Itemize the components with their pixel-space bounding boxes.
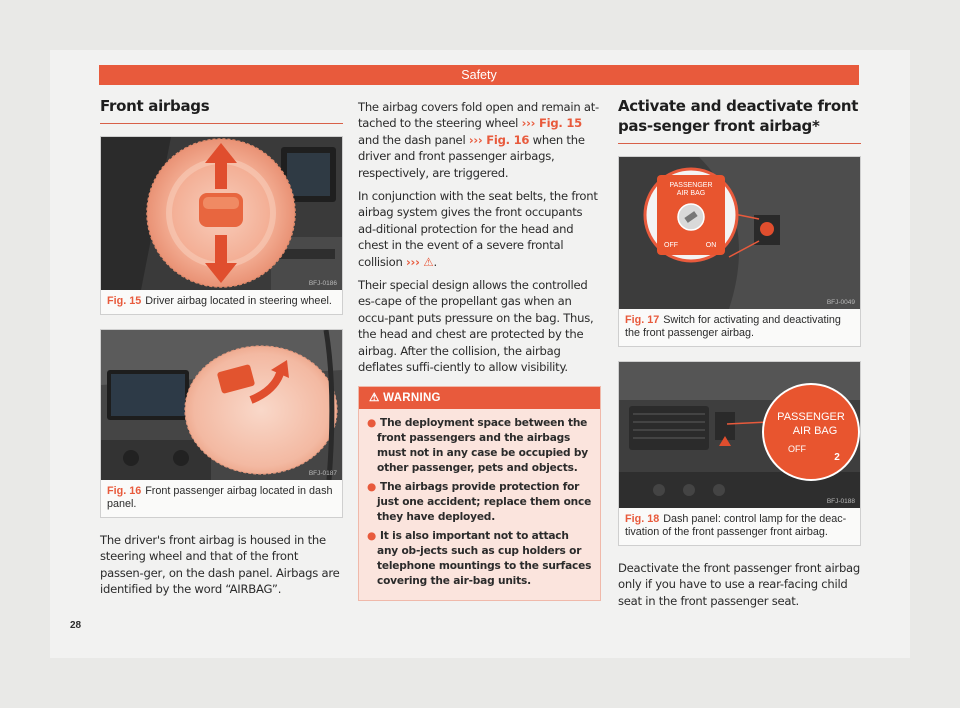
figure-caption [619,309,860,346]
caption-text: Driver airbag located in steering wheel. [145,295,332,307]
driver-airbag-illustration [101,137,342,290]
warning-icon: ⚠ [369,391,384,404]
dash-panel-lamp-illustration [619,362,860,508]
warning-box [358,386,601,601]
bullet-icon: ● [367,416,377,429]
paragraph-airbag-covers [358,99,601,181]
switch-label-mid: AIR BAG [676,190,706,197]
paragraph-driver-airbag: The driver's front airbag is housed in the steering wheel and that of the front passen-ger, on the dash panel. Airbags are identified by the word “AIRBAG”. [100,533,340,597]
text: The airbag covers fold open and remain at-tached to the steering wheel [358,100,599,131]
passenger-airbag-illustration [101,330,342,480]
warning-header [359,387,600,409]
figure-17 [618,156,861,347]
text: and the dash panel [358,132,469,147]
lamp-off-label: OFF [788,444,806,454]
section-title-front-airbags: Front airbags [100,96,343,124]
figure-code: BFJ-0187 [308,470,337,477]
figure-code: BFJ-0188 [826,498,855,505]
warning-item [367,529,592,589]
caption-text: Switch for activating and deactivating the front passenger airbag. [625,314,841,339]
caption-text: Front passenger airbag located in dash panel. [107,485,333,510]
warning-list [359,409,600,600]
switch-off-label: OFF [664,242,678,249]
text: In conjunction with the seat belts, the front airbag system gives the front occupants ad-ditional protection for the head and chest in the event of a severe frontal collision [358,189,598,269]
figure-number: Fig. 17 [625,314,660,326]
warning-item [367,416,592,476]
section-header: Safety [99,65,859,85]
paragraph-special-design: Their special design allows the controlled es-cape of the propellant gas when an occu-pant puts pressure on the bag. Thus, the head and chest are protected by the airbag. After the collision, the airbag deflates suffi-ciently to allow visibility. [358,278,594,375]
lamp-label-mid: AIR BAG [792,425,838,437]
warning-text: The deployment space between the front passengers and the airbags must not in any case be occupied by other passenger, pets and objects. [377,416,588,474]
figure-number: Fig. 15 [107,295,142,307]
figure-number: Fig. 16 [107,485,142,497]
text: . [433,254,437,269]
figure-caption [101,290,342,314]
lamp-number-2: 2 [834,452,840,463]
figure-16 [100,329,343,518]
paragraph-seat-belts [358,188,601,270]
switch-on-label: ON [705,242,717,249]
switch-label-top: PASSENGER [669,182,713,189]
link-fig-15[interactable]: ››› Fig. 15 [521,116,582,131]
figure-number: Fig. 18 [625,513,660,525]
warning-item [367,480,592,525]
airbag-switch-illustration [619,157,860,309]
warning-text: The airbags provide protection for just one accident; replace them once they have deployed. [377,480,592,523]
bullet-icon: ● [367,480,377,493]
figure-caption [101,480,342,517]
section-title-activate-deactivate: Activate and deactivate front pas-senger front airbag* [618,96,861,144]
figure-code: BFJ-0186 [308,280,337,287]
paragraph-deactivate: Deactivate the front passenger front airbag only if you have to use a rear-facing child seat in the front passenger seat. [618,561,861,608]
page-number: 28 [70,620,82,631]
column-left [100,96,343,605]
bullet-icon: ● [367,529,377,542]
lamp-label-top: PASSENGER [777,411,845,423]
column-right [618,96,861,616]
figure-18 [618,361,861,546]
figure-code: BFJ-0049 [826,299,855,306]
figure-caption [619,508,860,545]
figure-15 [100,136,343,315]
link-fig-16[interactable]: ››› Fig. 16 [468,132,530,147]
warning-text: It is also important not to attach any ob-jects such as cup holders or telephone mountings to the surfaces covering the air-bag units. [377,529,592,587]
text: when the driver and front passenger airbags, respectively, are triggered. [358,132,585,180]
link-warning[interactable]: ››› ⚠ [406,254,434,269]
caption-text: Dash panel: control lamp for the deac-tivation of the front passenger front airbag. [625,513,847,538]
warning-title: WARNING [383,391,441,404]
column-middle [358,99,601,601]
